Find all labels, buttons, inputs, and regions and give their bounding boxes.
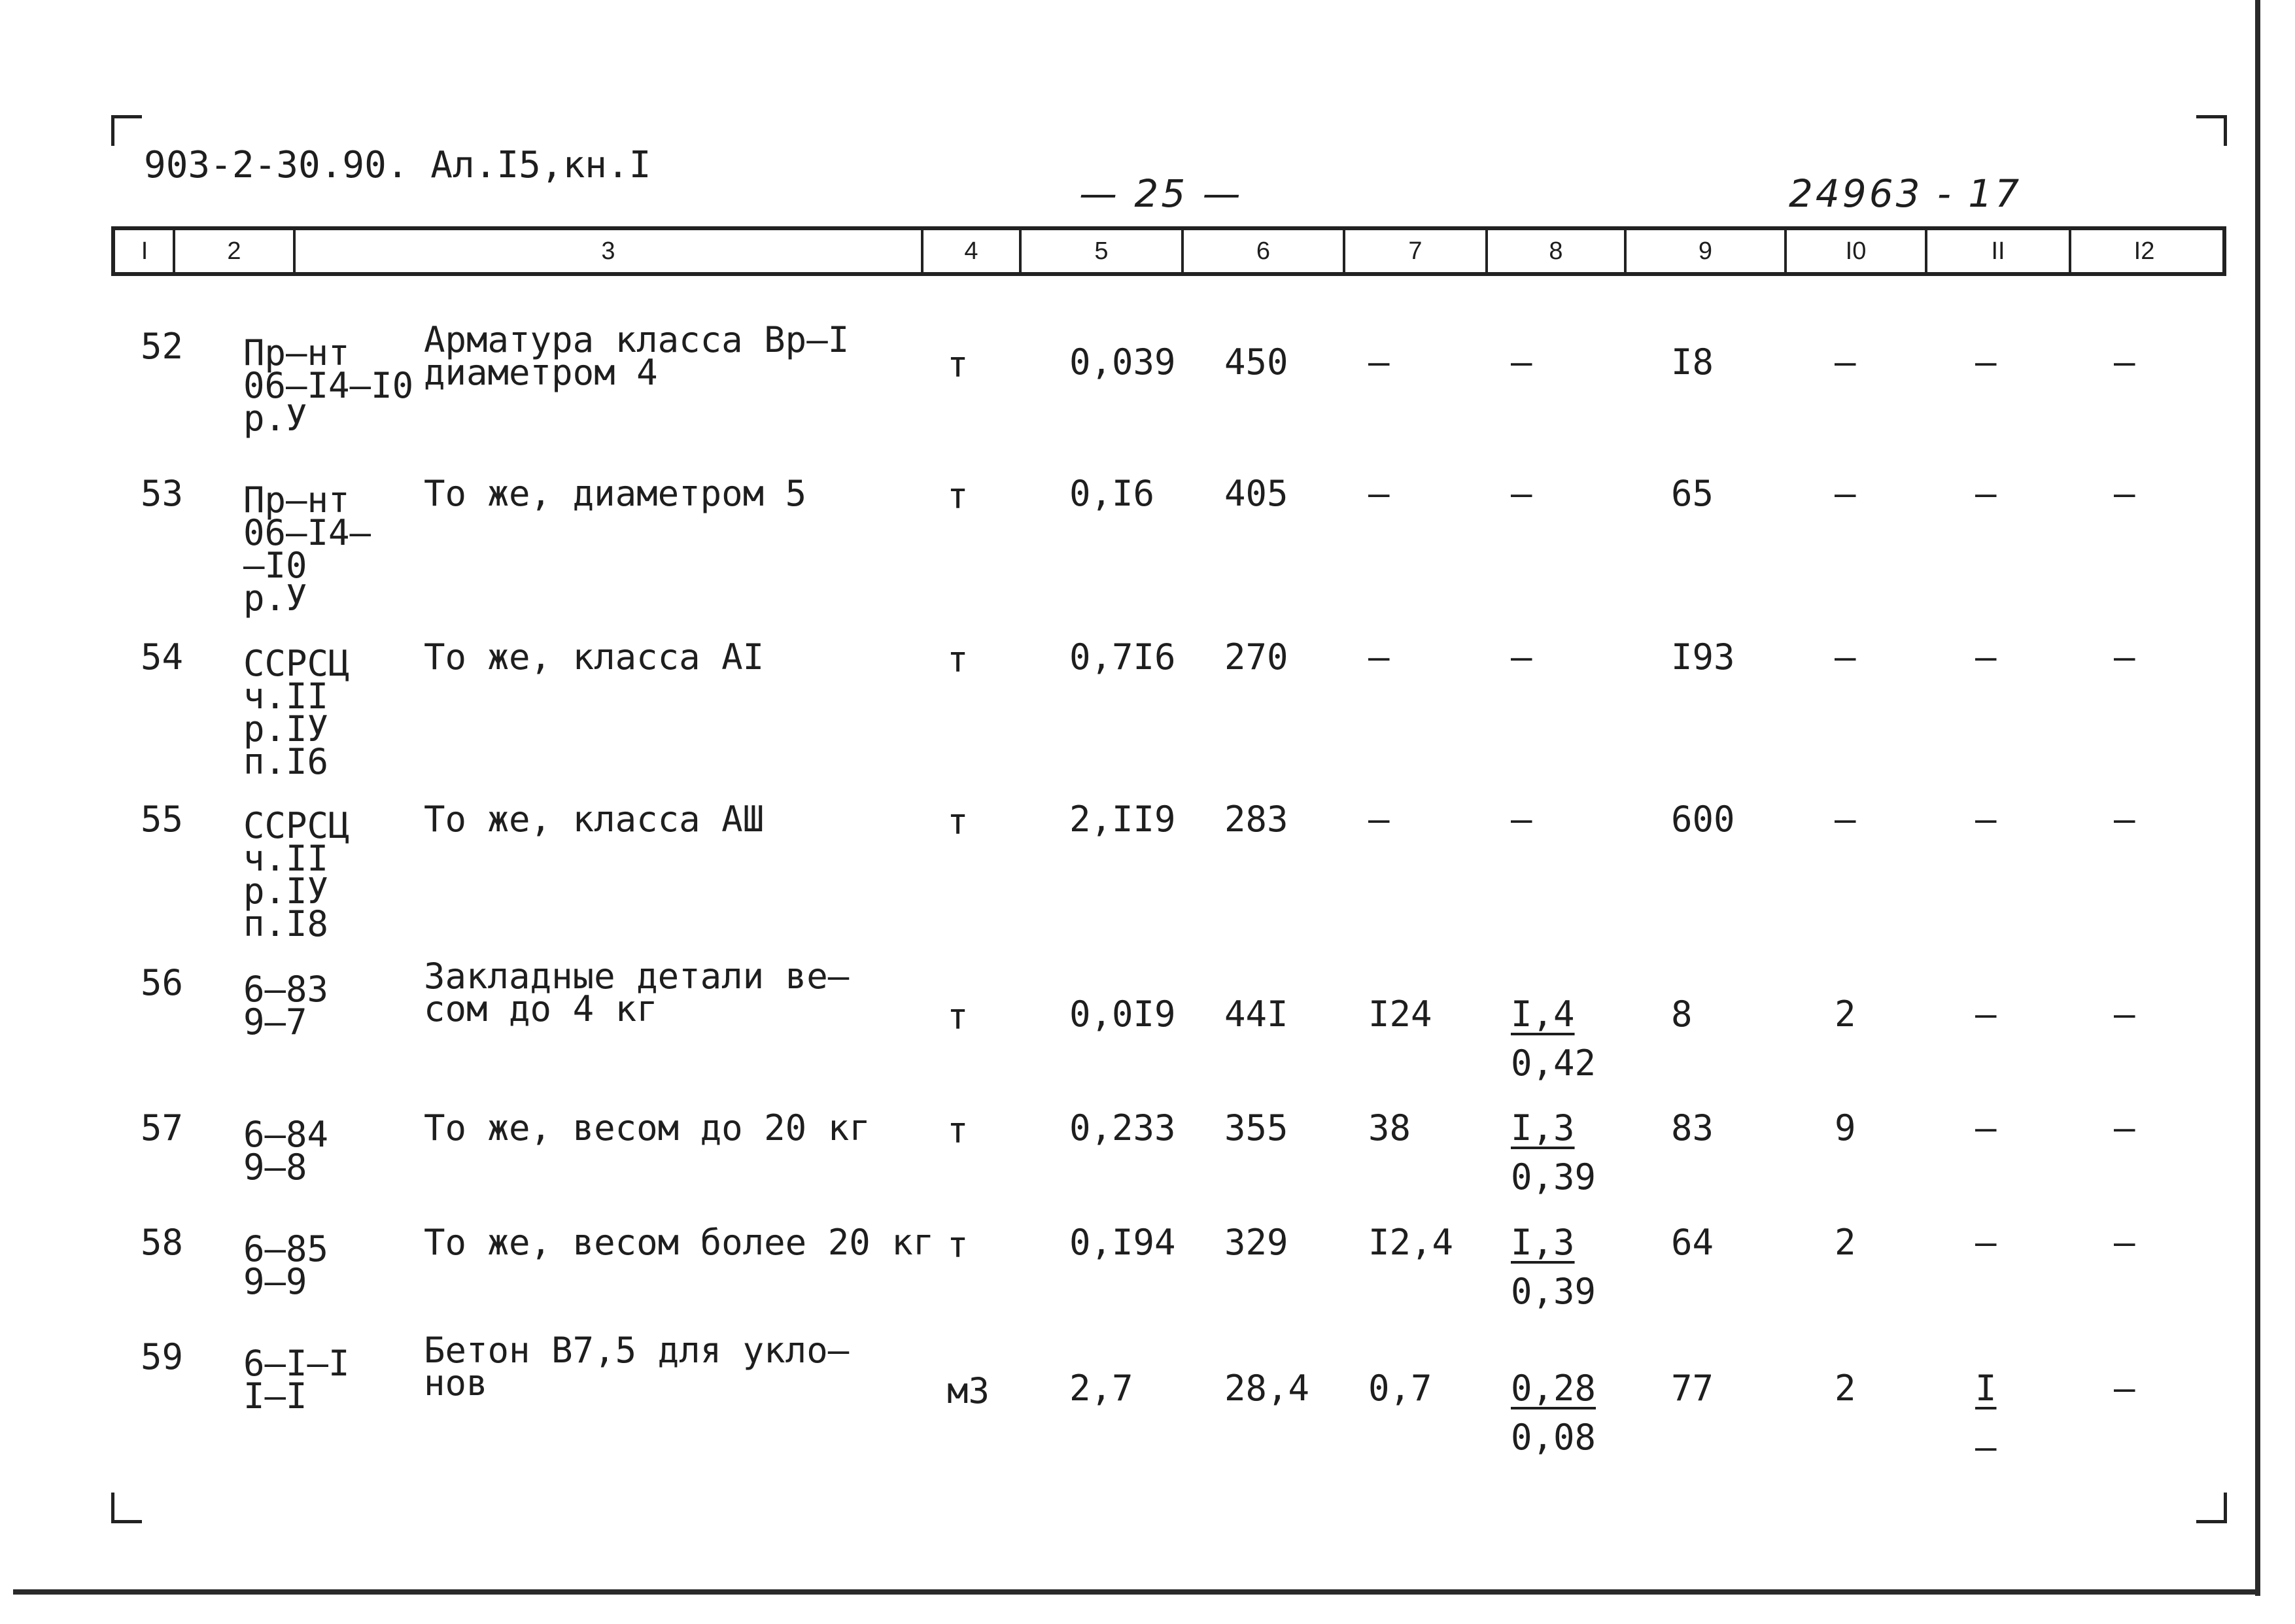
row-unit: т	[947, 1110, 969, 1151]
row-number: 59	[141, 1336, 184, 1377]
row-col8-top: 0,28	[1511, 1368, 1596, 1409]
row-unit: т	[947, 996, 969, 1037]
column-header-11: II	[1991, 237, 2005, 265]
row-description-line: диаметром 4	[424, 352, 658, 393]
row-reference-line: р.IУ	[243, 871, 329, 912]
row-description-line: То же, диаметром 5	[424, 473, 807, 514]
row-col12-value: –	[2114, 473, 2135, 514]
column-header-4: 4	[964, 237, 978, 265]
row-description-line: Закладные детали ве–	[424, 956, 850, 997]
row-col12-value: –	[2114, 341, 2135, 383]
row-col7-value: –	[1368, 473, 1390, 514]
row-reference-line: п.I8	[243, 903, 329, 944]
page-edge-right	[2255, 0, 2260, 1596]
row-number: 58	[141, 1222, 184, 1263]
row-col9-value: 64	[1671, 1222, 1714, 1263]
row-col9-value: 8	[1671, 993, 1693, 1035]
row-col9-value: I8	[1671, 341, 1714, 383]
row-col10-value: –	[1835, 636, 1856, 678]
column-header-9: 9	[1698, 237, 1713, 265]
row-col9-value: 600	[1671, 799, 1735, 840]
column-header-1: I	[141, 237, 148, 265]
row-unit: т	[947, 344, 969, 385]
column-separator	[1343, 226, 1345, 276]
row-col11-top: I	[1975, 1368, 1997, 1409]
row-number: 55	[141, 799, 184, 840]
row-reference-line: 6–85	[243, 1228, 329, 1270]
row-col9-value: I93	[1671, 636, 1735, 678]
row-col8-top: –	[1511, 473, 1532, 514]
row-reference-line: Пр–нт	[243, 332, 350, 373]
column-separator	[1624, 226, 1627, 276]
row-col5-value: 0,0I9	[1069, 993, 1176, 1035]
column-separator	[1019, 226, 1022, 276]
row-col9-value: 83	[1671, 1107, 1714, 1149]
column-separator	[173, 226, 175, 276]
row-col12-value: –	[2114, 636, 2135, 678]
row-col8-top: –	[1511, 636, 1532, 678]
row-col8-top: –	[1511, 341, 1532, 383]
row-col12-value: –	[2114, 1222, 2135, 1263]
row-col9-value: 65	[1671, 473, 1714, 514]
row-description-line: То же, весом более 20 кг	[424, 1222, 935, 1263]
row-description-line: Арматура класса Вр–I	[424, 319, 850, 360]
row-col6-value: 44I	[1224, 993, 1288, 1035]
row-col10-value: 2	[1835, 993, 1856, 1035]
row-reference-line: 06–I4–	[243, 512, 371, 553]
row-col6-value: 355	[1224, 1107, 1288, 1149]
archive-stamp: 24963 - 17	[1789, 171, 2022, 216]
row-reference-line: 6–84	[243, 1114, 329, 1155]
row-description-line: То же, класса АШ	[424, 799, 765, 840]
row-col12-value: –	[2114, 1368, 2135, 1409]
row-reference-line: п.I6	[243, 741, 329, 782]
row-col6-value: 450	[1224, 341, 1288, 383]
row-col11-top: –	[1975, 636, 1997, 678]
row-col10-value: 2	[1835, 1368, 1856, 1409]
column-header-3: 3	[601, 237, 615, 265]
column-separator	[1784, 226, 1787, 276]
row-col11-top: –	[1975, 473, 1997, 514]
row-reference-line: р.У	[243, 578, 307, 619]
row-description-line: нов	[424, 1362, 488, 1404]
row-unit: т	[947, 639, 969, 680]
page-edge-bottom	[13, 1589, 2260, 1595]
row-col6-value: 283	[1224, 799, 1288, 840]
row-col5-value: 2,7	[1069, 1368, 1133, 1409]
row-col7-value: 0,7	[1368, 1368, 1432, 1409]
row-reference-line: –I0	[243, 545, 307, 586]
row-col8-bottom: 0,08	[1511, 1417, 1596, 1458]
row-col5-value: 0,039	[1069, 341, 1176, 383]
row-description-line: сом до 4 кг	[424, 988, 658, 1029]
row-col5-value: 0,I6	[1069, 473, 1155, 514]
row-col10-value: 9	[1835, 1107, 1856, 1149]
row-reference-line: I–I	[243, 1375, 307, 1417]
column-header-2: 2	[227, 237, 241, 265]
row-col5-value: 2,II9	[1069, 799, 1176, 840]
row-col5-value: 0,233	[1069, 1107, 1176, 1149]
row-number: 56	[141, 962, 184, 1003]
column-header-5: 5	[1094, 237, 1109, 265]
row-col8-top: I,3	[1511, 1222, 1575, 1263]
row-col11-top: –	[1975, 341, 1997, 383]
row-reference-line: 6–83	[243, 969, 329, 1010]
row-reference-line: Пр–нт	[243, 479, 350, 521]
page-number: — 25 —	[1079, 171, 1243, 216]
column-separator	[1181, 226, 1184, 276]
row-col7-value: I2,4	[1368, 1222, 1454, 1263]
row-col9-value: 77	[1671, 1368, 1714, 1409]
row-reference-line: ССРСЦ	[243, 643, 350, 684]
row-col11-top: –	[1975, 1222, 1997, 1263]
row-reference-line: р.IУ	[243, 708, 329, 750]
row-col8-bottom: 0,39	[1511, 1271, 1596, 1312]
row-col8-top: I,3	[1511, 1107, 1575, 1149]
row-col6-value: 405	[1224, 473, 1288, 514]
row-col8-top: –	[1511, 799, 1532, 840]
column-header-12: I2	[2133, 237, 2155, 265]
row-col7-value: 38	[1368, 1107, 1411, 1149]
row-col10-value: 2	[1835, 1222, 1856, 1263]
row-reference-line: 9–8	[243, 1147, 307, 1188]
row-reference-line: ССРСЦ	[243, 805, 350, 846]
column-separator	[2069, 226, 2071, 276]
row-col7-value: I24	[1368, 993, 1432, 1035]
row-description-line: Бетон В7,5 для укло–	[424, 1330, 850, 1371]
row-unit: т	[947, 475, 969, 517]
row-unit: м3	[947, 1370, 990, 1411]
corner-mark-bottom-left	[111, 1493, 142, 1523]
row-reference-line: 06–I4–I0	[243, 365, 414, 406]
row-unit: т	[947, 801, 969, 842]
row-description-line: То же, класса АI	[424, 636, 765, 678]
row-number: 54	[141, 636, 184, 678]
corner-mark-top-left	[111, 115, 142, 146]
row-reference-line: 6–I–I	[243, 1343, 350, 1384]
row-reference-line: 9–9	[243, 1261, 307, 1302]
row-col12-value: –	[2114, 1107, 2135, 1149]
row-col11-top: –	[1975, 993, 1997, 1035]
row-reference-line: 9–7	[243, 1001, 307, 1043]
column-header-6: 6	[1256, 237, 1271, 265]
row-col8-bottom: 0,42	[1511, 1043, 1596, 1084]
row-reference-line: ч.II	[243, 676, 329, 717]
row-col11-top: –	[1975, 1107, 1997, 1149]
row-col10-value: –	[1835, 341, 1856, 383]
row-col5-value: 0,I94	[1069, 1222, 1176, 1263]
row-col8-top: I,4	[1511, 993, 1575, 1035]
corner-mark-bottom-right	[2196, 1493, 2227, 1523]
row-col8-bottom: 0,39	[1511, 1156, 1596, 1198]
column-separator	[1485, 226, 1488, 276]
row-col10-value: –	[1835, 473, 1856, 514]
row-unit: т	[947, 1224, 969, 1266]
row-number: 53	[141, 473, 184, 514]
row-col6-value: 329	[1224, 1222, 1288, 1263]
column-separator	[1925, 226, 1927, 276]
row-col7-value: –	[1368, 799, 1390, 840]
row-col7-value: –	[1368, 636, 1390, 678]
row-description-line: То же, весом до 20 кг	[424, 1107, 871, 1149]
row-col7-value: –	[1368, 341, 1390, 383]
row-col6-value: 28,4	[1224, 1368, 1310, 1409]
column-header-8: 8	[1549, 237, 1563, 265]
document-code: 903-2-30.90. Ал.I5,кн.I	[144, 144, 651, 186]
row-col5-value: 0,7I6	[1069, 636, 1176, 678]
row-col11-bottom: –	[1975, 1426, 1997, 1468]
row-reference-line: р.У	[243, 398, 307, 439]
corner-mark-top-right	[2196, 115, 2227, 146]
row-col11-top: –	[1975, 799, 1997, 840]
row-col10-value: –	[1835, 799, 1856, 840]
column-separator	[921, 226, 923, 276]
row-col12-value: –	[2114, 799, 2135, 840]
row-number: 52	[141, 326, 184, 367]
column-header-7: 7	[1408, 237, 1423, 265]
row-col12-value: –	[2114, 993, 2135, 1035]
row-number: 57	[141, 1107, 184, 1149]
column-header-10: I0	[1845, 237, 1867, 265]
row-col6-value: 270	[1224, 636, 1288, 678]
row-reference-line: ч.II	[243, 838, 329, 879]
column-separator	[293, 226, 296, 276]
